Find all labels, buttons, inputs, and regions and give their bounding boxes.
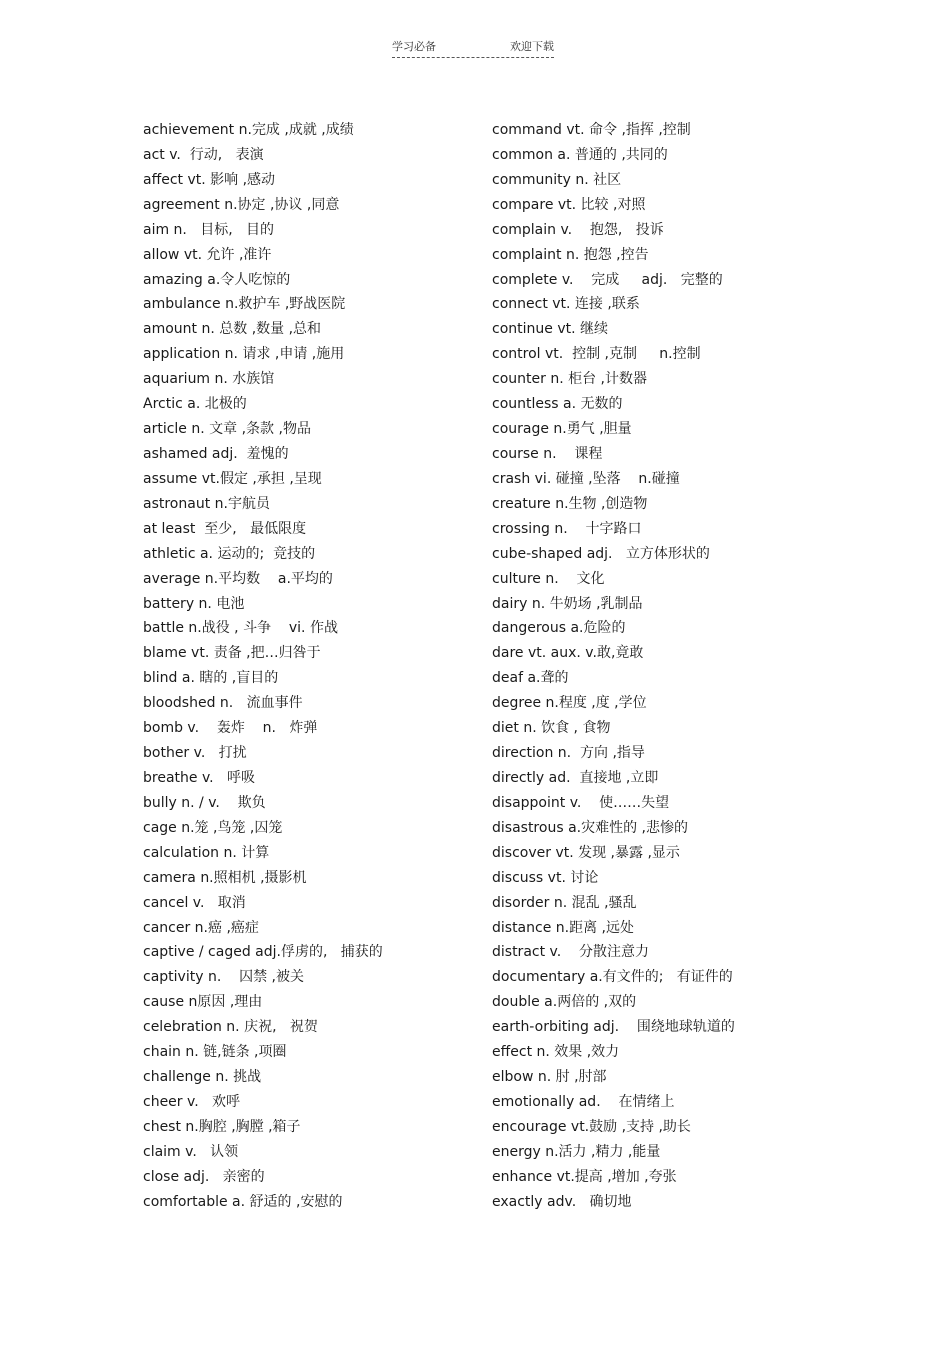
vocabulary-entry: common a. 普通的 ,共同的 bbox=[492, 146, 668, 163]
vocabulary-entry: battery n. 电池 bbox=[143, 595, 245, 612]
vocabulary-entry: control vt. 控制 ,克制 n.控制 bbox=[492, 346, 701, 363]
vocabulary-entry: bully n. / v. 欺负 bbox=[143, 794, 266, 811]
vocabulary-entry: community n. 社区 bbox=[492, 171, 622, 188]
vocabulary-entry: act v. 行动, 表演 bbox=[143, 146, 264, 163]
vocabulary-entry: diet n. 饮食 , 食物 bbox=[492, 720, 611, 737]
vocabulary-entry: distract v. 分散注意力 bbox=[492, 944, 649, 961]
vocabulary-entry: directly ad. 直接地 ,立即 bbox=[492, 769, 659, 786]
vocabulary-entry: agreement n.协定 ,协议 ,同意 bbox=[143, 196, 340, 213]
vocabulary-entry: application n. 请求 ,申请 ,施用 bbox=[143, 346, 345, 363]
vocabulary-entry: calculation n. 计算 bbox=[143, 844, 270, 861]
vocabulary-entry: comfortable a. 舒适的 ,安慰的 bbox=[143, 1193, 343, 1210]
vocabulary-entry: documentary a.有文件的; 有证件的 bbox=[492, 969, 733, 986]
vocabulary-entry: distance n.距离 ,远处 bbox=[492, 919, 634, 936]
vocabulary-entry: astronaut n.宇航员 bbox=[143, 495, 270, 512]
vocabulary-entry: complete v. 完成 adj. 完整的 bbox=[492, 271, 723, 288]
vocabulary-entry: exactly adv. 确切地 bbox=[492, 1193, 632, 1210]
vocabulary-entry: command vt. 命令 ,指挥 ,控制 bbox=[492, 122, 691, 138]
vocabulary-entry: disappoint v. 使……失望 bbox=[492, 794, 670, 811]
vocabulary-entry: cube-shaped adj. 立方体形状的 bbox=[492, 545, 710, 562]
vocabulary-entry: captive / caged adj.俘虏的, 捕获的 bbox=[143, 944, 383, 961]
vocabulary-entry: ambulance n.救护车 ,野战医院 bbox=[143, 296, 346, 313]
page-header bbox=[392, 39, 554, 58]
vocabulary-entry: deaf a.聋的 bbox=[492, 670, 569, 687]
header-left-text: 学习必备 bbox=[392, 40, 436, 53]
vocabulary-entry: cheer v. 欢呼 bbox=[143, 1093, 241, 1110]
vocabulary-entry: achievement n.完成 ,成就 ,成绩 bbox=[143, 122, 354, 138]
vocabulary-entry: emotionally ad. 在情绪上 bbox=[492, 1093, 675, 1110]
vocabulary-entry: cancel v. 取消 bbox=[143, 894, 246, 911]
vocabulary-entry: challenge n. 挑战 bbox=[143, 1069, 262, 1086]
vocabulary-entry: allow vt. 允许 ,准许 bbox=[143, 246, 272, 263]
vocabulary-entry: elbow n. 肘 ,肘部 bbox=[492, 1069, 607, 1086]
vocabulary-entry: effect n. 效果 ,效力 bbox=[492, 1044, 620, 1061]
vocabulary-entry: cancer n.癌 ,癌症 bbox=[143, 919, 259, 936]
vocabulary-column-left bbox=[143, 118, 483, 1215]
vocabulary-entry: dangerous a.危险的 bbox=[492, 620, 626, 637]
vocabulary-entry: at least 至少, 最低限度 bbox=[143, 520, 307, 537]
vocabulary-entry: double a.两倍的 ,双的 bbox=[492, 994, 637, 1011]
vocabulary-entry: countless a. 无数的 bbox=[492, 396, 623, 413]
vocabulary-entry: average n.平均数 a.平均的 bbox=[143, 570, 333, 587]
vocabulary-entry: chain n. 链,链条 ,项圈 bbox=[143, 1044, 287, 1061]
vocabulary-entry: aquarium n. 水族馆 bbox=[143, 371, 275, 388]
vocabulary-entry: camera n.照相机 ,摄影机 bbox=[143, 869, 307, 886]
vocabulary-entry: complain v. 抱怨, 投诉 bbox=[492, 221, 664, 238]
vocabulary-entry: disastrous a.灾难性的 ,悲惨的 bbox=[492, 819, 688, 836]
vocabulary-entry: chest n.胸腔 ,胸膛 ,箱子 bbox=[143, 1118, 301, 1135]
vocabulary-entry: celebration n. 庆祝, 祝贺 bbox=[143, 1019, 318, 1036]
vocabulary-entry: enhance vt.提高 ,增加 ,夸张 bbox=[492, 1168, 677, 1185]
vocabulary-entry: captivity n. 囚禁 ,被关 bbox=[143, 969, 304, 986]
vocabulary-entry: crash vi. 碰撞 ,坠落 n.碰撞 bbox=[492, 470, 680, 487]
vocabulary-entry: crossing n. 十字路口 bbox=[492, 520, 642, 537]
vocabulary-entry: earth-orbiting adj. 围绕地球轨道的 bbox=[492, 1019, 735, 1036]
vocabulary-entry: degree n.程度 ,度 ,学位 bbox=[492, 695, 647, 712]
vocabulary-entry: amount n. 总数 ,数量 ,总和 bbox=[143, 321, 322, 338]
vocabulary-entry: cause n原因 ,理由 bbox=[143, 994, 263, 1011]
vocabulary-entry: connect vt. 连接 ,联系 bbox=[492, 296, 640, 313]
vocabulary-entry: battle n.战役 , 斗争 vi. 作战 bbox=[143, 620, 338, 637]
vocabulary-entry: bloodshed n. 流血事件 bbox=[143, 695, 303, 712]
vocabulary-entry: blind a. 瞎的 ,盲目的 bbox=[143, 670, 279, 687]
vocabulary-entry: courage n.勇气 ,胆量 bbox=[492, 421, 632, 438]
vocabulary-entry: close adj. 亲密的 bbox=[143, 1168, 265, 1185]
vocabulary-entry: blame vt. 责备 ,把…归咎于 bbox=[143, 645, 321, 662]
vocabulary-entry: affect vt. 影响 ,感动 bbox=[143, 171, 276, 188]
header-right-text: 欢迎下载 bbox=[510, 40, 554, 53]
vocabulary-entry: dare vt. aux. v.敢,竟敢 bbox=[492, 645, 644, 662]
vocabulary-entry: bother v. 打扰 bbox=[143, 745, 247, 762]
vocabulary-entry: Arctic a. 北极的 bbox=[143, 396, 247, 413]
vocabulary-column-right bbox=[492, 118, 912, 1215]
vocabulary-entry: counter n. 柜台 ,计数器 bbox=[492, 371, 647, 388]
vocabulary-entry: continue vt. 继续 bbox=[492, 321, 608, 338]
vocabulary-entry: bomb v. 轰炸 n. 炸弹 bbox=[143, 720, 318, 737]
vocabulary-entry: direction n. 方向 ,指导 bbox=[492, 745, 645, 762]
vocabulary-entry: cage n.笼 ,鸟笼 ,囚笼 bbox=[143, 819, 283, 836]
vocabulary-entry: discuss vt. 讨论 bbox=[492, 869, 599, 886]
vocabulary-entry: compare vt. 比较 ,对照 bbox=[492, 196, 646, 213]
vocabulary-entry: breathe v. 呼吸 bbox=[143, 769, 255, 786]
vocabulary-entry: amazing a.令人吃惊的 bbox=[143, 271, 291, 288]
vocabulary-entry: complaint n. 抱怨 ,控告 bbox=[492, 246, 649, 263]
vocabulary-entry: assume vt.假定 ,承担 ,呈现 bbox=[143, 470, 322, 487]
vocabulary-entry: course n. 课程 bbox=[492, 445, 603, 462]
vocabulary-entry: ashamed adj. 羞愧的 bbox=[143, 445, 289, 462]
vocabulary-entry: claim v. 认领 bbox=[143, 1143, 239, 1160]
vocabulary-entry: encourage vt.鼓励 ,支持 ,助长 bbox=[492, 1118, 691, 1135]
vocabulary-entry: article n. 文章 ,条款 ,物品 bbox=[143, 421, 311, 438]
vocabulary-entry: discover vt. 发现 ,暴露 ,显示 bbox=[492, 844, 680, 861]
vocabulary-entry: aim n. 目标, 目的 bbox=[143, 221, 275, 238]
vocabulary-entry: creature n.生物 ,创造物 bbox=[492, 495, 648, 512]
vocabulary-entry: energy n.活力 ,精力 ,能量 bbox=[492, 1143, 661, 1160]
vocabulary-entry: disorder n. 混乱 ,骚乱 bbox=[492, 894, 637, 911]
vocabulary-entry: culture n. 文化 bbox=[492, 570, 605, 587]
vocabulary-entry: athletic a. 运动的; 竞技的 bbox=[143, 545, 316, 562]
vocabulary-entry: dairy n. 牛奶场 ,乳制品 bbox=[492, 595, 643, 612]
